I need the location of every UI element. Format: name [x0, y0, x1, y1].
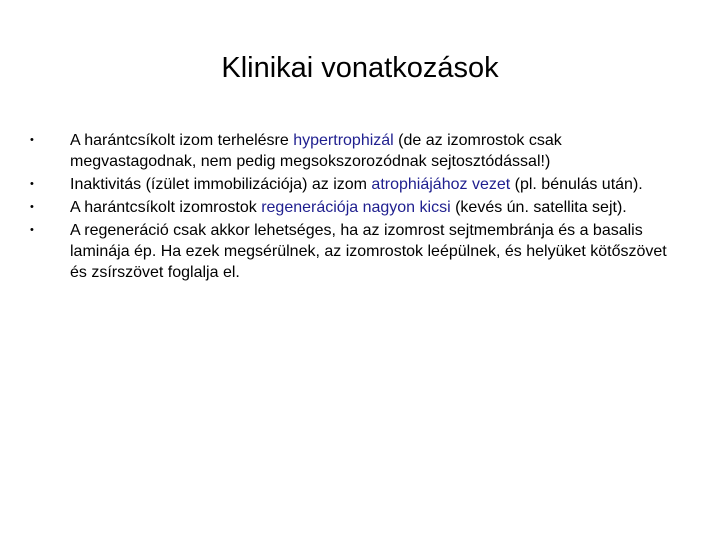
bullet-dot-icon: • [30, 201, 34, 213]
highlighted-term: atrophiájához vezet [371, 176, 511, 193]
bullet-text: A harántcsíkolt izomrostok [70, 199, 262, 216]
bullet-text: (de az izomrostok csak megvastagodnak, nem pedig megsokszorozódnak sejtosztódással!) [70, 132, 562, 170]
bullet-text: Inaktivitás (ízület immobilizációja) az izom [70, 176, 372, 193]
bullet-text: A harántcsíkolt izom terhelésre [70, 132, 294, 149]
bullet-item-atrophy [30, 174, 670, 195]
bullet-list [30, 130, 670, 285]
bullet-dot-icon: • [30, 178, 34, 190]
bullet-dot-icon: • [30, 224, 34, 236]
bullet-text: A regeneráció csak akkor lehetséges, ha az izomrost sejtmembránja és a basalis laminája ép. Ha ezek megsérülnek, az izomrostok leépülnek, és helyüket kötőszövet és zsírszövet foglalja el. [70, 222, 667, 281]
slide-title: Klinikai vonatkozások [221, 52, 499, 84]
bullet-item-regeneration [30, 197, 670, 218]
bullet-text: (pl. bénulás után). [510, 176, 643, 193]
highlighted-term: regenerációja nagyon kicsi [261, 199, 451, 216]
bullet-item-hypertrophy [30, 130, 670, 172]
highlighted-term: hypertrophizál [293, 132, 394, 149]
bullet-text: (kevés ún. satellita sejt). [450, 199, 627, 216]
bullet-dot-icon: • [30, 134, 34, 146]
bullet-item-regeneration-condition [30, 220, 670, 283]
